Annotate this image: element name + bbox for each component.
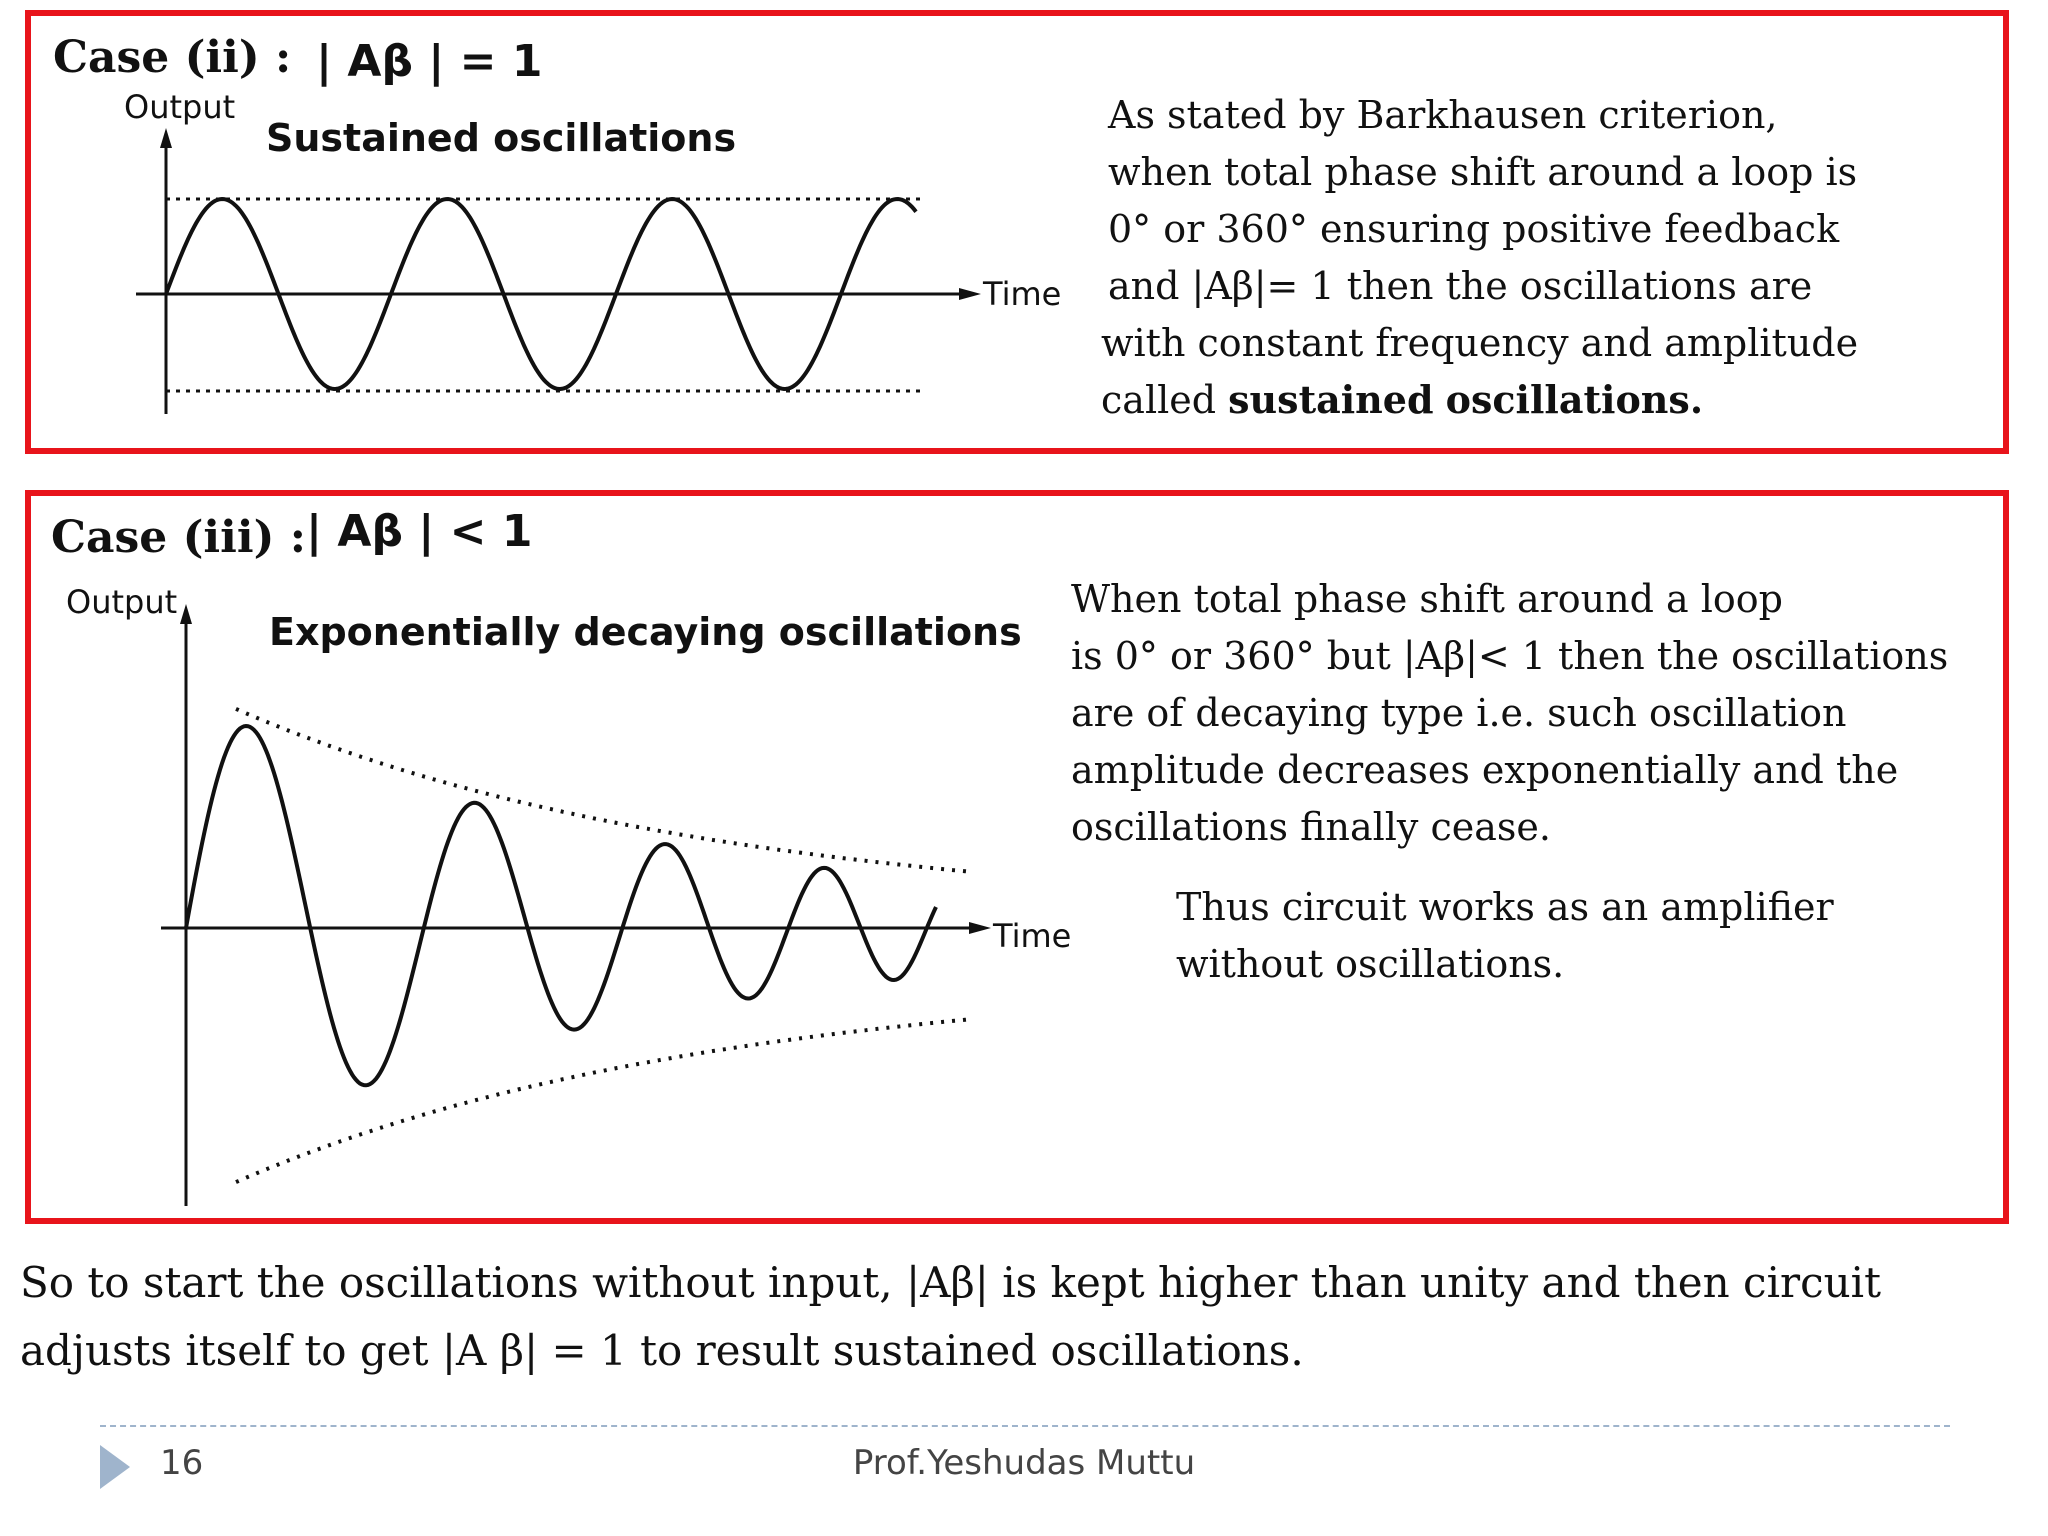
upper-decay-envelope	[236, 709, 971, 872]
case-iii-note-line-1: Thus circuit works as an amplifier	[1176, 885, 1834, 929]
case-ii-last-bold: sustained	[1228, 377, 1434, 422]
case-ii-time-label: Time	[983, 275, 1062, 313]
case-ii-last-prefix: called	[1101, 378, 1217, 422]
conclusion-line-2: adjusts itself to get |A β| = 1 to result sustained oscillations.	[20, 1326, 1304, 1375]
case-ii-condition: | Aβ | = 1	[316, 36, 543, 87]
lower-decay-envelope	[236, 1019, 971, 1182]
case-iii-text-line-3: are of decaying type i.e. such oscillation	[1071, 691, 1847, 735]
case-iii-condition: | Aβ | < 1	[306, 506, 533, 557]
time-axis-arrow-icon	[969, 922, 991, 934]
case-iii-output-label: Output	[66, 583, 178, 621]
conclusion-line-1: So to start the oscillations without input, |Aβ| is kept higher than unity and then circuit	[20, 1258, 1881, 1307]
case-ii-text-line-6	[1101, 377, 1704, 422]
case-iii-time-label: Time	[993, 917, 1072, 955]
case-ii-text-line-3: 0° or 360° ensuring positive feedback	[1108, 207, 1840, 251]
sustained-oscillation-plot	[31, 16, 1031, 446]
footer-divider	[100, 1425, 1950, 1427]
case-ii-last-suffix: oscillations.	[1445, 377, 1704, 422]
case-ii-output-label: Output	[124, 88, 236, 126]
case-iii-text-line-5: oscillations finally cease.	[1071, 805, 1551, 849]
case-iii-note-line-2: without oscillations.	[1176, 942, 1565, 986]
case-ii-caption: Sustained oscillations	[266, 116, 737, 160]
page-number: 16	[160, 1443, 204, 1483]
output-axis-arrow-icon	[180, 604, 192, 624]
case-iii-text-line-1: When total phase shift around a loop	[1071, 577, 1783, 621]
time-axis-arrow-icon	[959, 288, 981, 300]
case-ii-text-line-5: with constant frequency and amplitude	[1101, 321, 1859, 365]
case-iii-title: Case (iii) :	[51, 512, 306, 563]
case-ii-panel	[25, 10, 2009, 454]
case-ii-text-line-4: and |Aβ|= 1 then the oscillations are	[1108, 264, 1813, 308]
case-iii-panel	[25, 490, 2009, 1224]
case-iii-text-line-4: amplitude decreases exponentially and the	[1071, 748, 1899, 792]
output-axis-arrow-icon	[160, 128, 172, 148]
case-ii-text-line-1: As stated by Barkhausen criterion,	[1108, 93, 1778, 137]
case-iii-text-line-2: is 0° or 360° but |Aβ|< 1 then the oscillations	[1071, 634, 1949, 678]
case-ii-text-line-2: when total phase shift around a loop is	[1108, 150, 1858, 194]
decaying-wave	[186, 726, 936, 1085]
case-ii-title: Case (ii) :	[53, 32, 292, 83]
case-iii-caption: Exponentially decaying oscillations	[269, 610, 1022, 654]
footer-author: Prof.Yeshudas Muttu	[852, 1443, 1196, 1483]
decaying-oscillation-plot	[31, 496, 1031, 1216]
